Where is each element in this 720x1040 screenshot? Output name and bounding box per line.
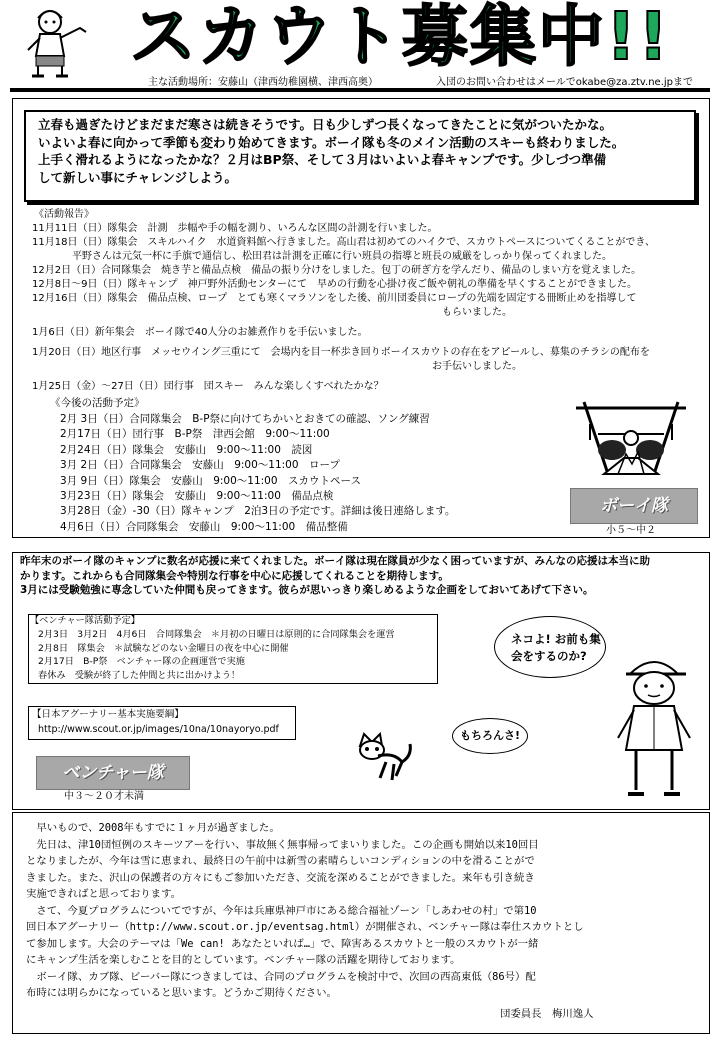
schedule-heading: 《今後の活動予定》 (50, 397, 145, 409)
man-speech-line: 会をするのか? (511, 649, 587, 663)
venture-intro-line: かります。これからも合同隊集会や特別な行事を中心に応援してくれることを期待します。 (20, 569, 449, 582)
venture-troop-badge: ベンチャー隊 (36, 756, 190, 790)
intro-box (24, 110, 696, 202)
man-speech-line: ネコよ! お前も集 (511, 632, 601, 646)
report-line: もらいました。 (32, 307, 512, 318)
venture-troop-age: 中３〜２０才未満 (64, 791, 144, 802)
report-line: 11月18日（日）隊集会 スキルハイク 水道資料館へ行きました。高山君は初めてのハイクで、スカウトペースについてくることができ、 (32, 237, 655, 248)
letter-line: 先日は、津10団恒例のスキーツアーを行い、事故無く無事帰ってまいりました。この企画も開始以来10回目 (26, 838, 539, 851)
venture-schedule-heading: 【ベンチャー隊活動予定】 (30, 615, 140, 626)
venture-intro (20, 554, 650, 598)
schedule-line: 4月6日（日）合同隊集会 安藤山 9:00〜11:00 備品整備 (60, 520, 348, 533)
intro-line: いよいよ春に向かって季節も変わり始めてきます。ボーイ隊も冬のメイン活動のスキーも終わりました。 (38, 134, 625, 150)
report-line: 12月8日〜9日（日）隊キャンプ 神戸野外活動センターにて 早めの行動を心掛け夜ご飯や朝礼の準備を早くすることができました。 (32, 279, 638, 290)
letter-line: 早いもので、2008年もすでに１ヶ月が過ぎました。 (26, 822, 280, 834)
letter-line: 実施できればと思っております。 (26, 888, 182, 900)
agoonary-title: 【日本アグーナリー基本実施要綱】 (32, 709, 184, 720)
activity-place: 主な活動場所：安藤山（津西幼稚園横、津西高奥） (148, 77, 378, 88)
report-line: 12月16日（日）隊集会 備品点検、ロープ とても寒くマラソンをした後、前川団委員にロープの先端を固定する冊断止めを指導して (32, 293, 637, 304)
venture-intro-line: 3月には受験勉強に専念していた仲間も戻ってきます。彼らが思いっきり楽しめるような企画をしておいてあげて下さい。 (20, 584, 594, 597)
page-title: スカウト募集中!! (130, 0, 671, 75)
cat-illustration (352, 732, 414, 784)
letter-line: 回日本アグーナリー（http://www.scout.or.jp/eventsag.html）が開催され、ベンチャー隊は奉仕スカウトとし (26, 921, 584, 933)
scout-mascot-illustration (20, 6, 100, 88)
boy-troop-age: 小５〜中２ (606, 525, 656, 536)
letter-line: 布時には明らかになっていると思います。どうかご期待ください。 (26, 987, 337, 999)
schedule-line: 3月 2日（日）合同隊集会 安藤山 9:00〜11:00 ロープ (60, 459, 341, 472)
agoonary-info (32, 707, 279, 737)
letter-line: さて、今夏プログラムについてですが、今年は兵庫県神戸市にある総合福祉ゾーン「しあわせの村」で第10 (26, 904, 537, 917)
schedule-line: 3月28日（金）-30（日）隊キャンプ 2泊3日の予定です。詳細は後日連絡します。 (60, 505, 456, 518)
schedule-list (60, 412, 455, 535)
schedule-line: 3月23日（日）隊集会 安藤山 9:00〜11:00 備品点検 (60, 490, 334, 503)
report-heading: 《活動報告》 (34, 209, 94, 220)
report-line: 11月11日（日）隊集会 計測 歩幅や手の幅を測り、いろんな区間の計測を行いました。 (32, 223, 438, 234)
venture-scout-illustration (606, 648, 702, 800)
intro-line: 上手く滑れるようになったかな？２月はBP祭、そして３月はいよいよ春キャンプです。少しづつ準備 (38, 152, 607, 167)
schedule-line: 2月17日（日）団行事 B-P祭 津西会館 9:00〜11:00 (60, 428, 330, 441)
report-line: 1月25日（金）〜27日（日）団行事 団スキー みんな楽しくすべれたかな？ (32, 381, 384, 392)
letter-body (26, 820, 584, 1002)
letter-line: となりましたが、今年は雪に恵まれ、最終日の午前中は新雪の素晴らしいコンディションの中を滑ることがで (26, 855, 535, 867)
contact-info: 入団のお問い合わせはメールでokabe@za.ztv.ne.jpまで (436, 77, 694, 88)
venture-schedule-line: 2月3日 3月2日 4月6日 合同隊集会 ＊月初の日曜日は原則的に合同隊集会を運営 (38, 628, 395, 640)
header-divider (10, 88, 710, 92)
letter-line: て参加します。大会のテーマは「We can! あなたといれば…」で、障害あるスカウトと一般のスカウトが一緒 (26, 937, 539, 950)
letter-signature: 団委員長 梅川逸人 (500, 1008, 594, 1020)
report-line: 1月20日（日）地区行事 メッセウイング三重にて 会場内を目一杯歩き回りボーイスカウトの存在をアピールし、募集のチラシの配布を (32, 347, 650, 358)
intro-line: して新しい事にチャレンジしよう。 (38, 169, 238, 185)
schedule-line: 3月 9日（日）隊集会 安藤山 9:00〜11:00 スカウトペース (60, 474, 362, 487)
agoonary-url[interactable]: http://www.scout.or.jp/images/10na/10nayoryo.pdf (38, 724, 279, 735)
intro-line: 立春も過ぎたけどまだまだ寒さは続きそうです。日も少しずつ長くなってきたことに気がついたかな。 (38, 117, 613, 132)
cat-speech-bubble: もちろんさ! (452, 718, 528, 754)
venture-schedule (30, 614, 395, 683)
schedule-line: 2月 3日（日）合同隊集会 B-P祭に向けてちかいとおきての確認、ソング練習 (60, 413, 430, 425)
report-line: お手伝いしました。 (32, 361, 522, 372)
report-line: 12月2日（日）合同隊集会 焼き芋と備品点検 備品の振り分けをしました。包丁の研ぎ方を学んだり、備品のしまい方を覚えました。 (32, 265, 642, 276)
campfire-cooking-illustration (568, 394, 694, 482)
man-speech-bubble (494, 616, 606, 678)
boy-troop-badge: ボーイ隊 (570, 488, 698, 524)
schedule-line: 2月24日（日）隊集会 安藤山 9:00〜11:00 読図 (60, 443, 313, 456)
report-line: 平野さんは元気一杯に手旗で通信し、松田君は計測を正確に行い班員の指導と班長の威厳をしっかり保ってくれました。 (32, 251, 612, 262)
letter-line: にキャンプ生活を楽しむことを目的としています。ベンチャー隊の活躍を期待しております。 (26, 954, 461, 966)
venture-intro-line: 昨年末のボーイ隊のキャンプに数名が応援に来てくれました。ボーイ隊は現在隊員が少なく困っていますが、みんなの応援は本当に助 (20, 555, 650, 567)
venture-schedule-line: 2月17日 B-P祭 ベンチャー隊の企画運営で実施 (38, 656, 245, 668)
letter-line: ボーイ隊、カブ隊、ビーバー隊につきましては、合同のプログラムを検討中で、次回の西高東低（86号）配 (26, 970, 536, 983)
venture-schedule-line: 春休み 受験が終了した仲間と共に出かけよう！ (38, 670, 241, 682)
report-list (32, 222, 655, 394)
report-line: 1月6日（日）新年集会 ボーイ隊で40人分のお雑煮作りを手伝いました。 (32, 327, 368, 338)
letter-line: きました。また、沢山の保護者の方々にもご参加いただき、交流を深めることができました。来年も引き続き (26, 871, 535, 884)
venture-schedule-line: 2月8日 隊集会 ＊試験などのない金曜日の夜を中心に開催 (38, 642, 289, 654)
